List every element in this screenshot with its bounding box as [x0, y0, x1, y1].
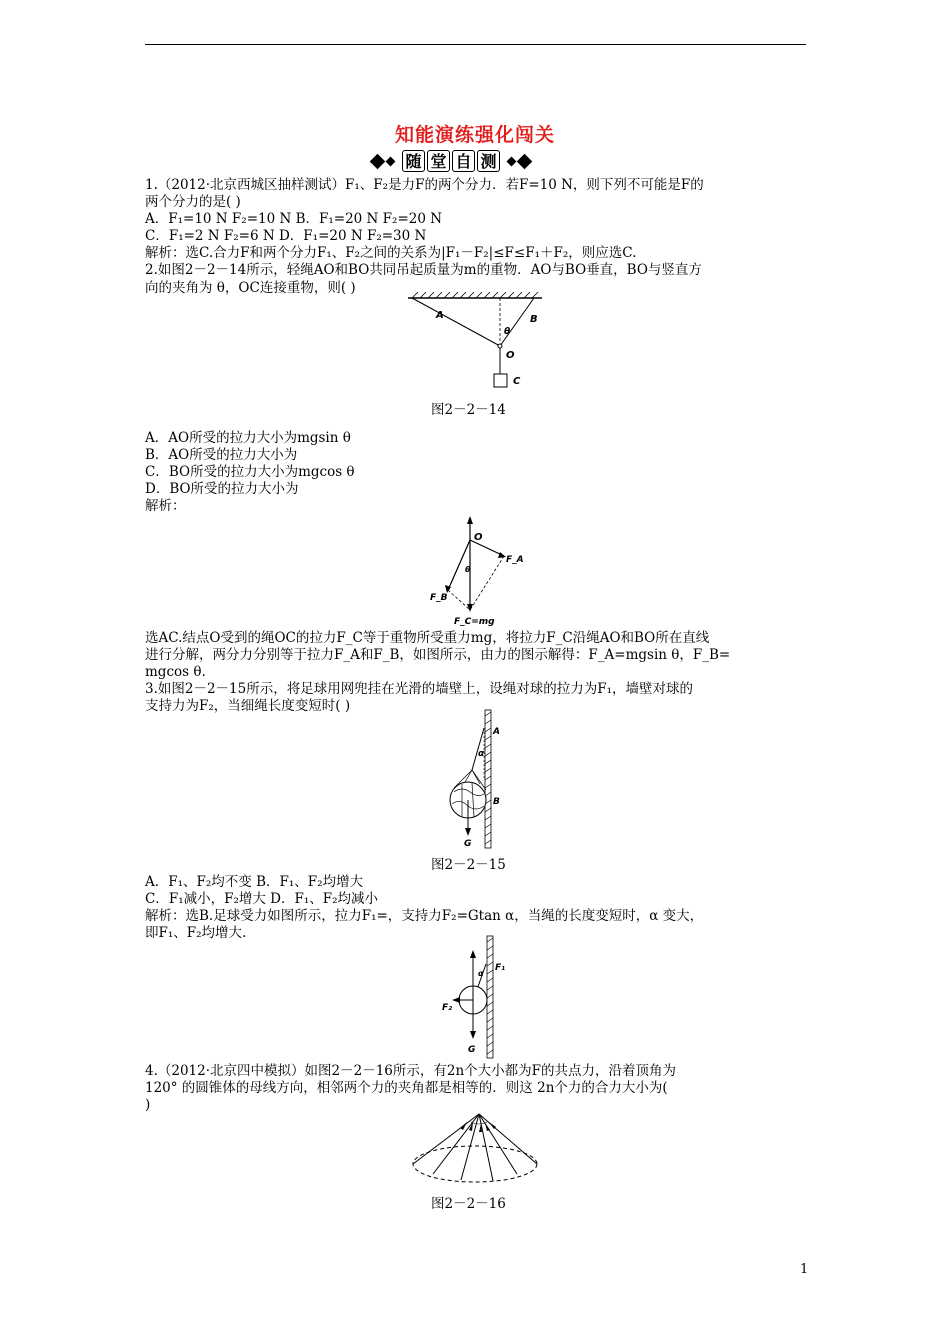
- text-line: 解析：选C.合力F和两个分力F₁、F₂之间的关系为|F₁－F₂|≤F≤F₁＋F₂，则应选C.: [145, 245, 637, 261]
- diamond-icon: [507, 156, 517, 166]
- text-line: D．BO所受的拉力大小为: [145, 481, 299, 497]
- banner-char: 测: [477, 150, 500, 172]
- text-line: A．F₁、F₂均不变 B．F₁、F₂均增大: [145, 874, 364, 890]
- force1-label: θ: [465, 565, 471, 574]
- text-line: ): [145, 1097, 151, 1113]
- fig15-label: G: [464, 839, 472, 849]
- text-line: C．F₁减小，F₂增大 D．F₁、F₂均减小: [145, 891, 379, 907]
- force2-label: F₁: [495, 963, 506, 973]
- text-line: 1.（2012·北京西城区抽样测试）F₁、F₂是力F的两个分力．若F=10 N，则下列不可能是F的: [145, 177, 704, 193]
- text-line: 即F₁、F₂均增大.: [145, 925, 247, 941]
- force1-label: F_B: [430, 593, 448, 603]
- section-title: 知能演练强化闯关: [394, 124, 555, 146]
- fig15-label: α: [478, 749, 485, 759]
- text-line: B．AO所受的拉力大小为: [145, 447, 298, 463]
- text-line: 120° 的圆锥体的母线方向，相邻两个力的夹角都是相等的．则这 2n个力的合力大小为(: [145, 1080, 668, 1096]
- force-diagram-1: [420, 514, 530, 628]
- force2-label: F₂: [442, 1003, 453, 1013]
- force1-label: O: [474, 532, 483, 543]
- page-number: 1: [800, 1262, 809, 1277]
- text-line: 4.（2012·北京四中模拟）如图2－2－16所示，有2n个大小都为F的共点力，沿着顶角为: [145, 1063, 677, 1079]
- banner-char: 随: [402, 150, 425, 172]
- figure-2-2-15: [440, 708, 510, 850]
- fig14-label: B: [530, 314, 538, 325]
- force1-label: F_A: [506, 555, 524, 565]
- section-banner: [372, 150, 530, 172]
- banner-char: 自: [452, 150, 475, 172]
- banner-char: 堂: [427, 150, 450, 172]
- diamond-icon: [517, 153, 533, 169]
- text-line: 选AC.结点O受到的绳OC的拉力F_C等于重物所受重力mg，将拉力F_C沿绳AO和BO所在直线: [145, 630, 710, 646]
- fig14-label: C: [513, 376, 521, 387]
- diamond-icon: [370, 153, 386, 169]
- text-line: 解析：选B.足球受力如图所示，拉力F₁=，支持力F₂=Gtan α，当绳的长度变短时，α 变大，: [145, 908, 704, 924]
- text-line: 进行分解，两分力分别等于拉力F_A和F_B，如图所示，由力的图示解得：F_A=mgsin θ，F_B=: [145, 647, 731, 663]
- text-line: 3.如图2－2－15所示，将足球用网兜挂在光滑的墙壁上，设绳对球的拉力为F₁，墙壁对球的: [145, 681, 694, 697]
- text-line: 2.如图2－2－14所示，轻绳AO和BO共同吊起质量为m的重物．AO与BO垂直，BO与竖直方: [145, 262, 702, 278]
- figure-2-2-16: [405, 1108, 545, 1188]
- fig14-label: θ: [504, 327, 511, 337]
- header-rule: [145, 44, 806, 45]
- figure-caption: 图2－2－16: [431, 1196, 506, 1212]
- text-line: 两个分力的是( ): [145, 194, 241, 210]
- diamond-icon: [386, 156, 396, 166]
- fig14-label: O: [506, 350, 515, 361]
- fig15-label: B: [493, 797, 500, 807]
- text-line: C．F₁=2 N F₂=6 N D．F₁=20 N F₂=30 N: [145, 228, 427, 244]
- force2-label: α: [478, 969, 484, 978]
- fig14-label: A: [436, 310, 444, 321]
- text-line: 解析：: [145, 498, 186, 514]
- text-line: C．BO所受的拉力大小为mgcos θ: [145, 464, 355, 480]
- force1-label: F_C=mg: [454, 617, 495, 627]
- text-line: mgcos θ.: [145, 664, 206, 680]
- figure-caption: 图2－2－14: [431, 402, 506, 418]
- text-line: A．AO所受的拉力大小为mgsin θ: [145, 430, 351, 446]
- text-line: A．F₁=10 N F₂=10 N B．F₁=20 N F₂=20 N: [145, 211, 443, 227]
- fig15-label: A: [493, 727, 500, 737]
- force2-label: G: [468, 1045, 476, 1055]
- figure-2-2-14: [400, 292, 550, 392]
- text-line: 支持力为F₂，当细绳长度变短时( ): [145, 698, 351, 714]
- force-diagram-2: [440, 934, 510, 1060]
- figure-caption: 图2－2－15: [431, 857, 506, 873]
- text-line: 向的夹角为 θ，OC连接重物，则( ): [145, 280, 356, 296]
